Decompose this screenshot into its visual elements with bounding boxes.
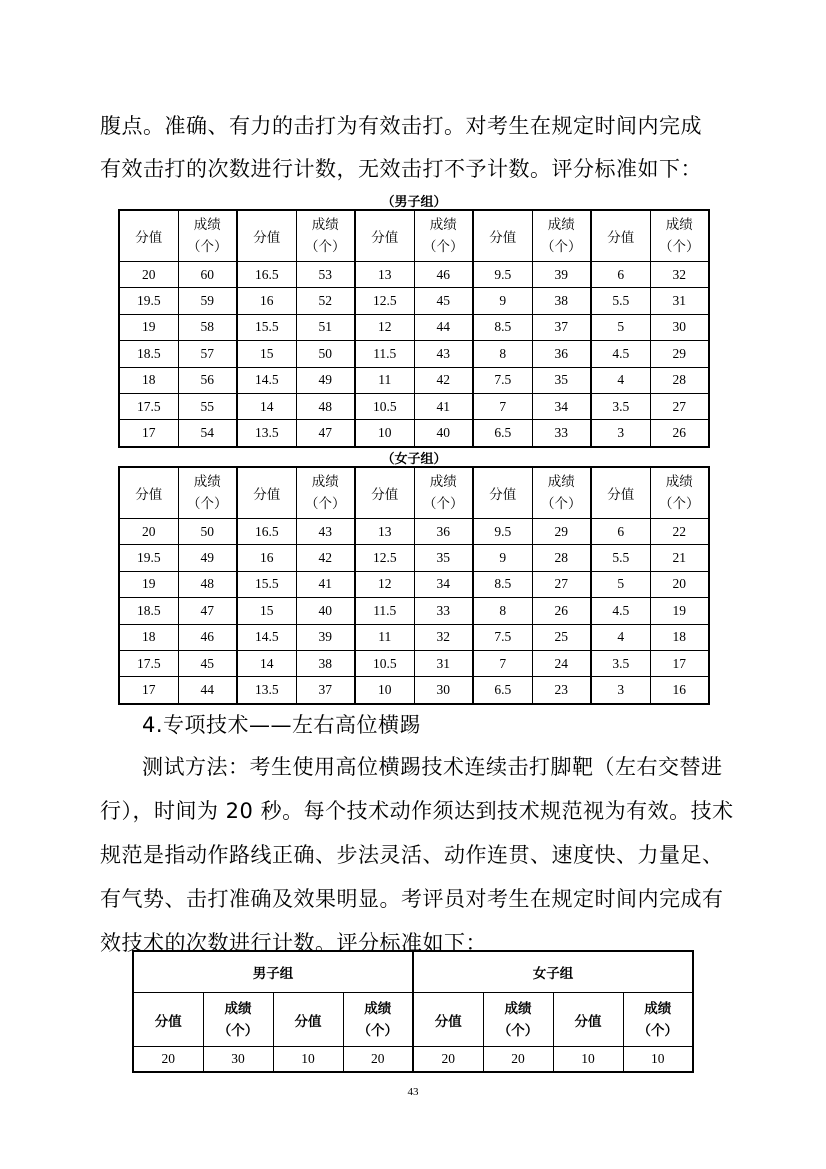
table-cell: 20	[133, 1047, 203, 1073]
table-cell: 57	[178, 341, 237, 367]
paragraph-line-1: 腹点。准确、有力的击打为有效击打。对考生在规定时间内完成	[100, 114, 702, 138]
table-cell: 14	[237, 393, 296, 419]
result-header: 成绩 （个）	[532, 467, 591, 519]
table-cell: 33	[532, 420, 591, 447]
table-row	[119, 367, 709, 393]
table-cell: 44	[414, 314, 473, 340]
table-cell: 21	[650, 545, 709, 571]
table-row	[119, 598, 709, 624]
result-header: 成绩 （个）	[414, 467, 473, 519]
table-cell: 26	[650, 420, 709, 447]
table-cell: 13	[355, 262, 414, 288]
result-header: 成绩 （个）	[483, 993, 553, 1047]
table-cell: 26	[532, 598, 591, 624]
table-cell: 22	[650, 519, 709, 545]
table-cell: 8.5	[473, 314, 532, 340]
table-row	[119, 519, 709, 545]
table-cell: 36	[532, 341, 591, 367]
table-cell: 10	[623, 1047, 693, 1073]
table-cell: 8	[473, 598, 532, 624]
table-cell: 52	[296, 288, 355, 314]
female-table-caption: （女子组）	[381, 452, 447, 467]
table-cell: 47	[178, 598, 237, 624]
table-cell: 4	[591, 367, 650, 393]
score-header: 分值	[355, 467, 414, 519]
table-cell: 20	[343, 1047, 413, 1073]
result-header: 成绩 （个）	[203, 993, 273, 1047]
table-cell: 31	[414, 650, 473, 676]
table-cell: 15	[237, 598, 296, 624]
table-cell: 56	[178, 367, 237, 393]
table-cell: 10	[273, 1047, 343, 1073]
table-cell: 8	[473, 341, 532, 367]
table-cell: 17.5	[119, 650, 178, 676]
table-cell: 25	[532, 624, 591, 650]
table-cell: 46	[414, 262, 473, 288]
table-cell: 27	[650, 393, 709, 419]
table-cell: 12	[355, 314, 414, 340]
table-cell: 43	[296, 519, 355, 545]
section-heading: 4.专项技术——左右高位横踢	[142, 713, 422, 737]
table-cell: 43	[414, 341, 473, 367]
table-cell: 60	[178, 262, 237, 288]
result-header: 成绩 （个）	[178, 210, 237, 262]
table-cell: 20	[483, 1047, 553, 1073]
table-cell: 3.5	[591, 650, 650, 676]
table-cell: 59	[178, 288, 237, 314]
score-header: 分值	[133, 993, 203, 1047]
score-header: 分值	[237, 210, 296, 262]
table-cell: 37	[532, 314, 591, 340]
male-score-table	[118, 209, 710, 448]
table-cell: 55	[178, 393, 237, 419]
table-cell: 16	[237, 288, 296, 314]
score-header: 分值	[591, 210, 650, 262]
table-cell: 47	[296, 420, 355, 447]
result-header: 成绩 （个）	[650, 210, 709, 262]
table-cell: 24	[532, 650, 591, 676]
result-header: 成绩 （个）	[296, 210, 355, 262]
table-cell: 9	[473, 545, 532, 571]
table-cell: 34	[532, 393, 591, 419]
female-group-header: 女子组	[413, 951, 693, 993]
table-cell: 39	[296, 624, 355, 650]
table-cell: 5	[591, 571, 650, 597]
table-cell: 18.5	[119, 341, 178, 367]
result-header: 成绩 （个）	[650, 467, 709, 519]
table-cell: 3	[591, 677, 650, 704]
table-cell: 13	[355, 519, 414, 545]
table-cell: 49	[296, 367, 355, 393]
table-cell: 15.5	[237, 571, 296, 597]
table-cell: 40	[296, 598, 355, 624]
table-cell: 4.5	[591, 341, 650, 367]
table-cell: 6.5	[473, 677, 532, 704]
table-cell: 19.5	[119, 545, 178, 571]
table-cell: 54	[178, 420, 237, 447]
score-header: 分值	[273, 993, 343, 1047]
table-cell: 40	[414, 420, 473, 447]
table-cell: 51	[296, 314, 355, 340]
table-row	[119, 314, 709, 340]
table-cell: 16	[650, 677, 709, 704]
result-header: 成绩 （个）	[178, 467, 237, 519]
table-row	[119, 650, 709, 676]
table-cell: 10.5	[355, 650, 414, 676]
score-header: 分值	[119, 210, 178, 262]
score-header: 分值	[473, 467, 532, 519]
table-cell: 37	[296, 677, 355, 704]
table-cell: 9	[473, 288, 532, 314]
table-cell: 7.5	[473, 367, 532, 393]
table-cell: 19	[119, 571, 178, 597]
table-cell: 3.5	[591, 393, 650, 419]
table-cell: 10	[553, 1047, 623, 1073]
score-header: 分值	[591, 467, 650, 519]
table-cell: 9.5	[473, 519, 532, 545]
table-cell: 18	[650, 624, 709, 650]
table-cell: 20	[119, 519, 178, 545]
result-header: 成绩 （个）	[532, 210, 591, 262]
table-cell: 42	[414, 367, 473, 393]
result-header: 成绩 （个）	[343, 993, 413, 1047]
female-score-table	[118, 466, 710, 705]
table-cell: 45	[178, 650, 237, 676]
table-cell: 48	[178, 571, 237, 597]
table-cell: 16.5	[237, 519, 296, 545]
table-cell: 14	[237, 650, 296, 676]
table-cell: 12	[355, 571, 414, 597]
table-cell: 50	[178, 519, 237, 545]
result-header: 成绩 （个）	[296, 467, 355, 519]
table-cell: 18	[119, 367, 178, 393]
table-cell: 15	[237, 341, 296, 367]
table-cell: 13.5	[237, 677, 296, 704]
table-cell: 58	[178, 314, 237, 340]
table-cell: 11.5	[355, 341, 414, 367]
table-cell: 46	[178, 624, 237, 650]
score-header: 分值	[473, 210, 532, 262]
table-cell: 44	[178, 677, 237, 704]
summary-score-table	[132, 950, 694, 1073]
page-number: 43	[407, 1086, 419, 1098]
table-row	[119, 393, 709, 419]
table-cell: 38	[532, 288, 591, 314]
table-cell: 15.5	[237, 314, 296, 340]
table-cell: 33	[414, 598, 473, 624]
table-cell: 4.5	[591, 598, 650, 624]
male-group-header: 男子组	[133, 951, 413, 993]
table-cell: 48	[296, 393, 355, 419]
table-cell: 53	[296, 262, 355, 288]
table-cell: 23	[532, 677, 591, 704]
table-cell: 10	[355, 677, 414, 704]
score-header: 分值	[413, 993, 483, 1047]
table-cell: 36	[414, 519, 473, 545]
table-cell: 30	[414, 677, 473, 704]
table-cell: 16.5	[237, 262, 296, 288]
table-cell: 35	[532, 367, 591, 393]
table-cell: 28	[532, 545, 591, 571]
table-cell: 20	[413, 1047, 483, 1073]
table-cell: 49	[178, 545, 237, 571]
table-cell: 42	[296, 545, 355, 571]
table-cell: 45	[414, 288, 473, 314]
table-cell: 6.5	[473, 420, 532, 447]
table-cell: 11.5	[355, 598, 414, 624]
table-row	[119, 624, 709, 650]
table-row	[119, 420, 709, 447]
table-header-row	[119, 210, 709, 262]
table-cell: 11	[355, 367, 414, 393]
table-cell: 10	[355, 420, 414, 447]
table-cell: 19.5	[119, 288, 178, 314]
table-cell: 6	[591, 262, 650, 288]
table-cell: 4	[591, 624, 650, 650]
table-cell: 31	[650, 288, 709, 314]
table-cell: 41	[414, 393, 473, 419]
table-cell: 17	[119, 420, 178, 447]
table-cell: 29	[650, 341, 709, 367]
male-table-caption: （男子组）	[381, 195, 447, 210]
table-cell: 7.5	[473, 624, 532, 650]
table-cell: 16	[237, 545, 296, 571]
score-header: 分值	[553, 993, 623, 1047]
table-cell: 18	[119, 624, 178, 650]
table-cell: 10.5	[355, 393, 414, 419]
table-cell: 39	[532, 262, 591, 288]
table-cell: 17	[650, 650, 709, 676]
table-cell: 35	[414, 545, 473, 571]
table-header-row	[119, 467, 709, 519]
table-cell: 18.5	[119, 598, 178, 624]
table-cell: 8.5	[473, 571, 532, 597]
table-cell: 34	[414, 571, 473, 597]
table-cell: 13.5	[237, 420, 296, 447]
table-cell: 19	[650, 598, 709, 624]
table-cell: 19	[119, 314, 178, 340]
table-cell: 20	[119, 262, 178, 288]
table-row	[119, 262, 709, 288]
table-cell: 17.5	[119, 393, 178, 419]
table-cell: 28	[650, 367, 709, 393]
result-header: 成绩 （个）	[414, 210, 473, 262]
table-cell: 32	[414, 624, 473, 650]
table-cell: 14.5	[237, 367, 296, 393]
score-header: 分值	[237, 467, 296, 519]
table-cell: 6	[591, 519, 650, 545]
table-row	[119, 288, 709, 314]
table-cell: 38	[296, 650, 355, 676]
score-header: 分值	[119, 467, 178, 519]
table-cell: 9.5	[473, 262, 532, 288]
result-header: 成绩 （个）	[623, 993, 693, 1047]
table-cell: 27	[532, 571, 591, 597]
table-cell: 30	[650, 314, 709, 340]
table-row	[119, 545, 709, 571]
table-cell: 5	[591, 314, 650, 340]
table-cell: 32	[650, 262, 709, 288]
table-row	[119, 341, 709, 367]
table-cell: 11	[355, 624, 414, 650]
table-cell: 17	[119, 677, 178, 704]
table-cell: 29	[532, 519, 591, 545]
table-cell: 14.5	[237, 624, 296, 650]
table-cell: 7	[473, 650, 532, 676]
table-cell: 30	[203, 1047, 273, 1073]
table-cell: 20	[650, 571, 709, 597]
table-cell: 5.5	[591, 545, 650, 571]
table-cell: 7	[473, 393, 532, 419]
score-header: 分值	[355, 210, 414, 262]
table-cell: 3	[591, 420, 650, 447]
table-row	[119, 571, 709, 597]
table-cell: 12.5	[355, 545, 414, 571]
table-cell: 41	[296, 571, 355, 597]
table-row	[119, 677, 709, 704]
test-method-paragraph: 测试方法：考生使用高位横踢技术连续击打脚靶（左右交替进行），时间为 20 秒。每个技术动作须达到技术规范视为有效。技术规范是指动作路线正确、步法灵活、动作连贯、速度快、力量足、有气势、击打准确及效果明显。考评员对考生在规定时间内完成有效技术的次数进行计数。评分标准如下：	[100, 755, 734, 955]
table-cell: 50	[296, 341, 355, 367]
table-cell: 5.5	[591, 288, 650, 314]
paragraph-line-2: 有效击打的次数进行计数，无效击打不予计数。评分标准如下：	[100, 157, 702, 181]
table-cell: 12.5	[355, 288, 414, 314]
